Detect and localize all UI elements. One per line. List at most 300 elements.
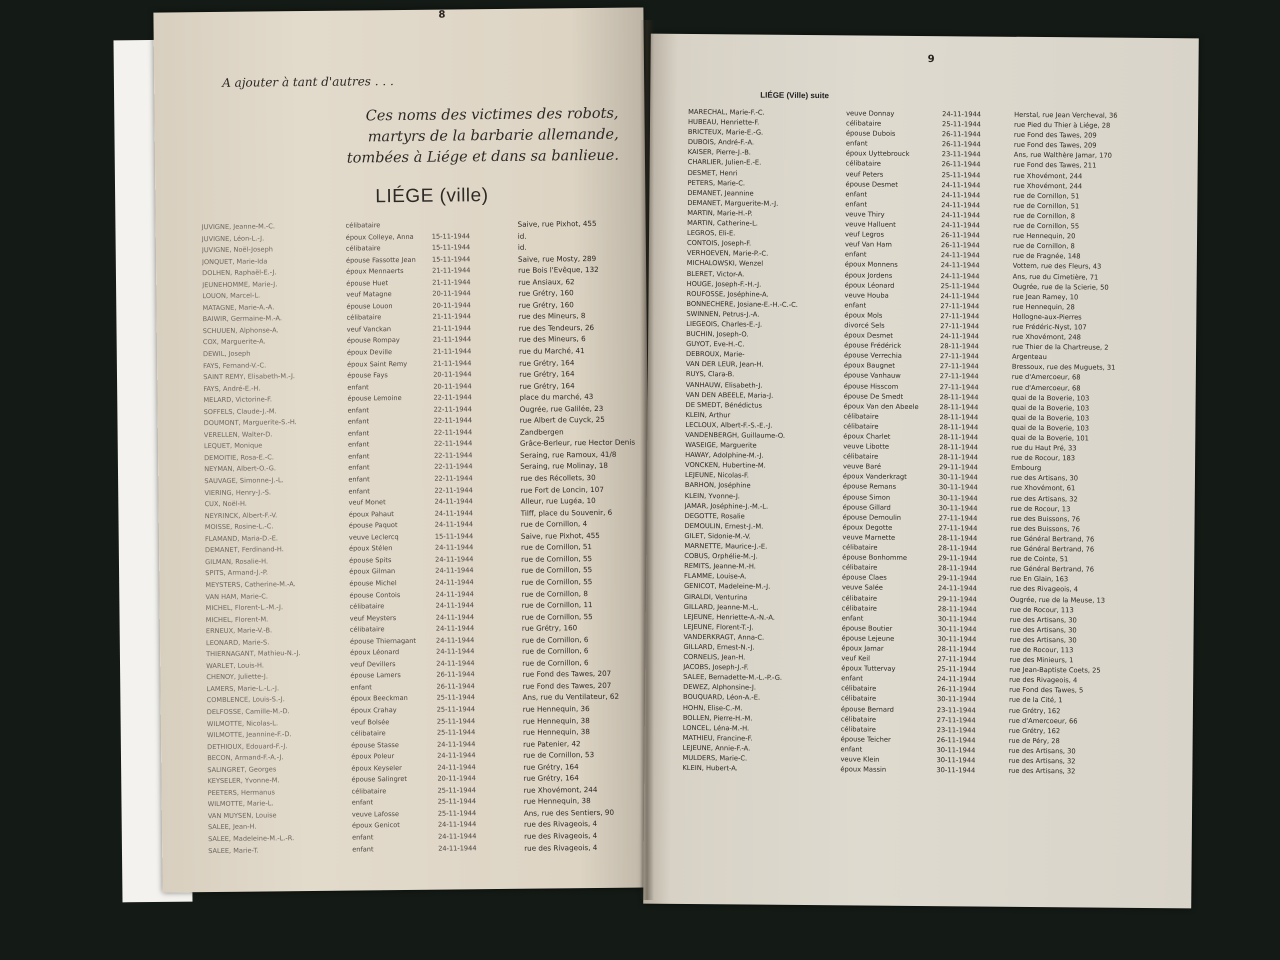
address: rue Fond des Tawes, 207 <box>522 680 612 691</box>
victim-name: SCHUUEN, Alphonse-A. <box>202 326 279 336</box>
address: Seraing, rue Ramoux, 41/8 <box>520 449 617 460</box>
marital-status: épouse Louon <box>346 301 393 311</box>
address: Embourg <box>1010 464 1042 473</box>
victim-name: JAMAR, Joséphine-J.-M.-L. <box>684 501 769 511</box>
death-date: 28-11-1944 <box>938 544 978 553</box>
victim-list-left <box>201 218 636 857</box>
marital-status: enfant <box>348 486 370 496</box>
address: rue des Rivageois, 4 <box>1009 585 1079 594</box>
address: rue de Cornillon, 51 <box>1013 191 1080 201</box>
marital-status: époux Desmet <box>844 331 893 340</box>
address: rue d'Amercoeur, 68 <box>1011 383 1081 392</box>
death-date: 22-11-1944 <box>434 474 473 483</box>
death-date: 27-11-1944 <box>939 372 979 381</box>
marital-status: époux Keyseler <box>351 763 402 773</box>
death-date: 27-11-1944 <box>939 352 979 361</box>
intro-text: Ces noms des victimes des robots, martyrs de la barbarie allemande, tombées à Liége et dans sa banlieue. <box>346 105 620 167</box>
address: Zandbergen <box>519 427 564 437</box>
victim-name: VERHOEVEN, Marie-P.-C. <box>686 249 769 258</box>
death-date: 30-11-1944 <box>936 746 976 755</box>
marital-status: époux Mols <box>844 311 883 320</box>
marital-status: veuf Matagne <box>346 290 392 299</box>
marital-status: veuve Libotte <box>843 442 890 451</box>
marital-status: veuf Bolsée <box>350 717 390 727</box>
victim-name: LAMERS, Marie-L.-L.-J. <box>206 684 280 693</box>
victim-name: CHENOY, Juliette-J. <box>206 672 268 682</box>
death-date: 21-11-1944 <box>433 358 472 368</box>
death-date: 20-11-1944 <box>432 301 471 310</box>
victim-name: JONQUET, Marie-Ida <box>201 257 268 266</box>
address: rue de Cornillon, 55 <box>521 611 593 622</box>
victim-name: COMBLENCE, Louis-S.-J. <box>206 695 285 705</box>
address: rue Grétry, 160 <box>518 288 574 299</box>
address: rue Jean-Baptiste Coets, 25 <box>1009 665 1101 675</box>
death-date: 30-11-1944 <box>936 756 976 765</box>
victim-name: BUCHIN, Joseph-O. <box>686 330 749 339</box>
marital-status: célibataire <box>840 725 876 734</box>
victim-name: GIRALDI, Venturina <box>683 592 748 601</box>
death-date: 24-11-1944 <box>941 221 981 230</box>
address: rue de Cornillon, 8 <box>1012 242 1075 251</box>
marital-status: épouse Thiernagant <box>349 636 416 646</box>
death-date: 25-11-1944 <box>937 665 977 674</box>
death-date: 23-11-1944 <box>941 150 981 159</box>
victim-name: CONTOIS, Joseph-F. <box>686 239 752 248</box>
death-date: 29-11-1944 <box>937 594 977 603</box>
death-date: 24-11-1944 <box>941 190 981 200</box>
death-date: 25-11-1944 <box>436 716 476 726</box>
address: rue de Cornillon, 8 <box>521 588 588 599</box>
marital-status: époux Poleur <box>351 752 395 761</box>
victim-name: KEYSELER, Yvonne-M. <box>207 776 280 786</box>
victim-name: VONCKEN, Hubertine-M. <box>685 461 766 470</box>
death-date: 24-11-1944 <box>941 211 981 220</box>
victim-name: LEJEUNE, Annie-F.-A. <box>682 743 751 753</box>
address: rue des Rivageois, 4 <box>524 830 598 841</box>
marital-status: célibataire <box>350 729 386 738</box>
death-date: 25-11-1944 <box>436 705 476 714</box>
marital-status: épouse Fays <box>347 371 388 380</box>
marital-status: veuve Leclercq <box>348 532 399 542</box>
marital-status: célibataire <box>840 694 877 704</box>
marital-status: célibataire <box>845 159 881 169</box>
victim-name: MOISSE, Rosine-L.-C. <box>204 522 274 532</box>
death-date: 25-11-1944 <box>940 281 980 291</box>
address: rue d'Amercoeur, 68 <box>1011 373 1081 382</box>
marital-status: épouse Verrechia <box>843 351 902 361</box>
victim-name: LEONARD, Marie-S. <box>205 638 270 647</box>
death-date: 29-11-1944 <box>938 574 977 583</box>
death-date: 24-11-1944 <box>941 201 981 210</box>
victim-name: VANDENBERGH, Guillaume-O. <box>685 430 786 440</box>
address: Argenteau <box>1011 353 1047 362</box>
address: Saive, rue Pixhot, 455 <box>520 530 600 541</box>
address: rue Grétry, 164 <box>523 761 579 772</box>
victim-name: MULDERS, Marie-C. <box>682 753 748 763</box>
address: Saive, rue Mosty, 289 <box>517 253 597 264</box>
address: rue des Artisans, 32 <box>1008 766 1076 776</box>
marital-status: épouse Bonhomme <box>842 553 908 563</box>
marital-status: épouse De Smedt <box>843 391 904 401</box>
victim-name: KAISER, Pierre-J.-B. <box>687 148 751 157</box>
address: rue Ansiaux, 62 <box>518 276 575 287</box>
address: rue Général Bertrand, 76 <box>1010 534 1095 544</box>
marital-status: veuve Salée <box>841 583 883 593</box>
death-date: 27-11-1944 <box>936 715 976 725</box>
victim-name: REMITS, Jeanne-M.-H. <box>684 562 756 571</box>
address: rue des Récollets, 30 <box>520 473 596 483</box>
death-date: 26-11-1944 <box>936 735 976 745</box>
victim-name: DEMOULIN, Ernest-J.-M. <box>684 521 764 531</box>
victim-name: MICHALOWSKI, Wenzel <box>686 259 764 269</box>
marital-status: veuf Van Ham <box>844 240 892 249</box>
victim-name: DOLHEN, Raphaël-E.-J. <box>202 268 277 278</box>
marital-status: enfant <box>844 250 867 259</box>
address: rue Fond des Tawes, 209 <box>1013 130 1097 140</box>
marital-status: épouse Lamers <box>350 671 401 680</box>
victim-name: VAN HAM, Marie-C. <box>205 591 268 601</box>
death-date: 22-11-1944 <box>433 416 473 425</box>
address: quai de la Boverie, 103 <box>1011 413 1090 423</box>
death-date: 22-11-1944 <box>433 405 472 414</box>
marital-status: épouse Gillard <box>842 502 891 512</box>
address: rue Frédéric-Nyst, 107 <box>1012 322 1087 332</box>
death-date: 24-11-1944 <box>434 497 473 506</box>
marital-status: enfant <box>845 190 868 199</box>
marital-status: célibataire <box>841 593 878 603</box>
address: rue de Péry, 28 <box>1008 736 1060 746</box>
death-date: 27-11-1944 <box>939 382 979 392</box>
death-date: 24-11-1944 <box>437 751 476 760</box>
victim-name: FAYS, Fernand-V.-C. <box>203 360 267 370</box>
marital-status: épouse Remans <box>842 482 897 492</box>
address: rue Fond des Tawes, 5 <box>1009 686 1084 695</box>
victim-name: GILET, Sidonie-M.-V. <box>684 531 751 541</box>
marital-status: époux Tuttervay <box>841 664 896 673</box>
marital-status: divorcé Sels <box>844 321 885 330</box>
victim-name: VAN DER LEUR, Jean-H. <box>685 360 764 369</box>
death-date: 25-11-1944 <box>941 120 981 129</box>
death-date: 25-11-1944 <box>436 728 476 737</box>
page-number-left: 8 <box>438 9 446 21</box>
address: rue Hennequin, 38 <box>522 715 590 726</box>
marital-status: épouse Rompay <box>346 336 400 346</box>
marital-status: veuf Peters <box>845 169 884 179</box>
victim-name: BOLLEN, Pierre-H.-M. <box>682 713 753 723</box>
victim-name: HOHN, Elise-C.-M. <box>682 703 743 712</box>
marital-status: enfant <box>347 417 370 426</box>
victim-name: COX, Marguerite-A. <box>202 337 266 347</box>
death-date: 26-11-1944 <box>436 670 475 679</box>
victim-name: BAIWIR, Germaine-M.-A. <box>202 314 283 324</box>
victim-name: VAN MUYSEN, Louise <box>207 811 277 820</box>
left-page <box>153 7 652 892</box>
book-gutter <box>640 20 654 900</box>
victim-name: WILMOTTE, Jeannine-F.-D. <box>206 730 292 740</box>
death-date: 25-11-1944 <box>437 797 477 806</box>
address: rue Xhovémont, 244 <box>523 784 598 795</box>
address: Ans, rue du Ventilateur, 62 <box>522 692 620 703</box>
marital-status: veuve Donnay <box>846 109 895 118</box>
victim-name: BLERET, Victor-A. <box>686 269 745 278</box>
death-date: 24-11-1944 <box>937 675 977 684</box>
victim-name: LONCEL, Léna-M.-H. <box>682 723 750 733</box>
death-date: 26-11-1944 <box>940 241 980 250</box>
marital-status: veuve Baré <box>843 462 881 471</box>
victim-name: DEMOITIE, Rosa-E.-C. <box>204 453 275 463</box>
address: rue Fort de Loncin, 107 <box>520 484 604 495</box>
address: Seraing, rue Molinay, 18 <box>520 461 609 472</box>
marital-status: célibataire <box>345 244 381 253</box>
address: rue Bois l'Evêque, 132 <box>518 265 599 275</box>
marital-status: célibataire <box>349 625 385 634</box>
death-date: 22-11-1944 <box>434 451 473 460</box>
victim-name: PETERS, Marie-C. <box>687 178 746 188</box>
marital-status: époux Gilman <box>349 567 396 576</box>
victim-name: MICHEL, Florent-L.-M.-J. <box>205 603 284 613</box>
address: Hollogne-aux-Pierres <box>1012 312 1082 322</box>
marital-status: époux Jamar <box>841 644 884 653</box>
death-date: 24-11-1944 <box>434 543 474 552</box>
victim-name: SPITS, Armand-J.-P. <box>205 568 268 578</box>
victim-name: GUYOT, Eve-H.-C. <box>686 340 745 349</box>
address: rue En Glain, 163 <box>1010 575 1069 584</box>
address: Ougrée, rue de la Meuse, 13 <box>1009 595 1106 605</box>
death-date: 24-11-1944 <box>940 261 980 270</box>
address: rue des Rivageois, 4 <box>1009 676 1078 685</box>
address: rue du Haut Pré, 33 <box>1011 443 1077 453</box>
death-date: 28-11-1944 <box>937 645 977 654</box>
marital-status: veuf Meysters <box>349 613 397 623</box>
victim-name: JUVIGNE, Léon-L.-J. <box>201 233 265 243</box>
address: rue de Cornillon, 55 <box>521 565 593 576</box>
death-date: 24-11-1944 <box>435 555 474 564</box>
death-date: 29-11-1944 <box>938 463 978 472</box>
marital-status: époux Degotte <box>842 523 893 532</box>
address: rue des Artisans, 30 <box>1009 615 1077 625</box>
victim-name: LEQUET, Monique <box>203 441 263 451</box>
address: rue Xhovémont, 61 <box>1010 484 1076 493</box>
victim-name: ROUFOSSE, Joséphine-A. <box>686 289 769 299</box>
victim-name: KLEIN, Hubert-A. <box>682 764 738 773</box>
victim-name: DELFOSSE, Camille-M.-D. <box>206 707 290 717</box>
address: Ans, rue du Cimetière, 71 <box>1012 272 1099 282</box>
victim-name: BRICTEUX, Marie-E.-G. <box>687 128 764 137</box>
address: rue de Rocour, 183 <box>1011 453 1076 463</box>
victim-name: GILMAN, Rosalie-H. <box>205 557 269 566</box>
address: rue des Buissons, 76 <box>1010 524 1080 534</box>
victim-name: DEMANET, Jeannine <box>687 188 754 198</box>
address: Tilff, place du Souvenir, 6 <box>520 507 613 518</box>
marital-status: épouse Boutier <box>841 624 893 633</box>
death-date: 30-11-1944 <box>938 493 978 503</box>
marital-status: époux Pahaut <box>348 509 394 519</box>
address: Vottem, rue des Fleurs, 43 <box>1012 262 1102 271</box>
marital-status: enfant <box>350 683 372 692</box>
death-date: 27-11-1944 <box>939 362 979 371</box>
death-date: 27-11-1944 <box>937 655 977 664</box>
address: quai de la Boverie, 103 <box>1011 393 1090 403</box>
victim-name: VERELLEN, Walter-D. <box>203 430 273 439</box>
address: Bressoux, rue des Muguets, 31 <box>1011 363 1116 373</box>
marital-status: époux Léonard <box>350 648 400 657</box>
death-date: 30-11-1944 <box>936 695 976 704</box>
death-date: 24-11-1944 <box>435 612 475 622</box>
death-date: 21-11-1944 <box>432 312 471 322</box>
death-date: 28-11-1944 <box>939 412 979 422</box>
address: rue de Cornillon, 55 <box>521 553 593 564</box>
address: rue Général Bertrand, 76 <box>1010 544 1095 554</box>
victim-name: SALEE, Marie-T. <box>208 846 259 855</box>
victim-name: KLEIN, Arthur <box>685 410 731 420</box>
address: rue Pied du Thier à Liége, 28 <box>1013 120 1111 130</box>
marital-status: époux Colleye, Anna <box>345 232 414 242</box>
address: Ans, rue des Sentiers, 90 <box>523 807 615 818</box>
address: rue Grétry, 164 <box>519 357 575 368</box>
victim-name: LEJEUNE, Nicolas-F. <box>684 471 749 480</box>
marital-status: célibataire <box>840 714 877 724</box>
marital-status: épouse Paquot <box>348 521 398 530</box>
page-number-right: 9 <box>927 54 935 66</box>
marital-status: épouse Lemoine <box>347 394 402 403</box>
marital-status: épouse Fassotte Jean <box>345 255 416 265</box>
death-date: 29-11-1944 <box>938 554 978 563</box>
death-date: 26-11-1944 <box>941 160 981 169</box>
victim-name: THIERNAGANT, Mathieu-N.-J. <box>206 649 301 659</box>
marital-status: enfant <box>347 383 369 392</box>
address: rue Patenier, 42 <box>523 738 581 749</box>
death-date: 22-11-1944 <box>433 428 473 437</box>
marital-status: épouse Spits <box>349 555 392 565</box>
death-date: 26-11-1944 <box>937 685 977 694</box>
address: rue Jean Ramey, 10 <box>1012 292 1079 302</box>
victim-name: DEWIL, Joseph <box>202 349 251 359</box>
marital-status: épouse Bernard <box>840 704 894 714</box>
victim-name: SAINT REMY, Elisabeth-M.-J. <box>203 372 296 382</box>
marital-status: époux Jordens <box>844 270 893 280</box>
death-date: 15-11-1944 <box>434 532 474 541</box>
marital-status: célibataire <box>349 602 385 611</box>
death-date: 23-11-1944 <box>936 725 976 735</box>
address: rue de Cornillon, 55 <box>1013 221 1080 231</box>
marital-status: veuf Vanckan <box>346 325 392 334</box>
address: Saive, rue Pixhot, 455 <box>517 218 597 229</box>
victim-name: SALEE, Madeleine-M.-L.-R. <box>208 834 295 844</box>
marital-status: époux Stélen <box>348 544 393 553</box>
address: rue des Artisans, 32 <box>1008 756 1076 766</box>
marital-status: enfant <box>841 674 863 683</box>
address: rue Albert de Cuyck, 25 <box>519 415 605 426</box>
address: rue Grétry, 164 <box>523 773 579 784</box>
marital-status: épouse Hisscom <box>843 381 899 391</box>
marital-status: célibataire <box>351 786 387 796</box>
victim-name: BARHON, Joséphine <box>684 481 751 490</box>
marital-status: épouse Stasse <box>351 740 399 750</box>
marital-status: époux Baugnet <box>843 361 895 371</box>
address: Herstal, rue Jean Vercheval, 36 <box>1014 110 1118 120</box>
death-date: 30-11-1944 <box>937 614 977 624</box>
address: rue Fond des Tawes, 209 <box>1013 141 1097 150</box>
death-date: 27-11-1944 <box>940 301 980 311</box>
death-date: 28-11-1944 <box>939 443 979 452</box>
address: Grâce-Berleur, rue Hector Denis <box>519 437 636 449</box>
marital-status: célibataire <box>843 452 879 461</box>
death-date: 30-11-1944 <box>938 483 978 492</box>
marital-status: enfant <box>347 429 370 438</box>
address: rue des Rivageois, 4 <box>523 819 598 830</box>
address: rue de Cornillon, 53 <box>523 750 595 760</box>
marital-status: enfant <box>348 452 370 461</box>
victim-name: DEMANET, Ferdinand-H. <box>204 545 284 555</box>
death-date: 24-11-1944 <box>436 647 475 656</box>
victim-name: SALEE, Jean-H. <box>207 822 257 832</box>
death-date: 24-11-1944 <box>940 271 980 281</box>
marital-status: épouse Teicher <box>840 735 891 744</box>
death-date: 30-11-1944 <box>936 766 976 775</box>
death-date: 24-11-1944 <box>437 820 477 830</box>
marital-status: veuf Monet <box>348 498 386 507</box>
victim-name: DETHIOUX, Edouard-F.-J. <box>207 741 288 751</box>
marital-status: enfant <box>351 798 374 807</box>
victim-name: LECLOUX, Albert-F.-S.-E.-J. <box>685 420 773 430</box>
page-title: LIÉGE (Ville) suite <box>760 90 830 101</box>
victim-name: MARECHAL, Marie-F.-C. <box>688 107 765 117</box>
death-date: 21-11-1944 <box>432 266 471 275</box>
victim-name: GILLARD, Jeanne-M.-L. <box>683 602 759 612</box>
victim-name: SAUVAGE, Simonne-J.-L. <box>204 476 284 486</box>
address: rue de Fragnée, 148 <box>1012 252 1081 261</box>
victim-name: VANDERKRAGT, Anna-C. <box>683 632 765 642</box>
address: rue de Rocour, 13 <box>1010 504 1071 513</box>
victim-name: JUVIGNE, Noël-Joseph <box>201 245 274 255</box>
address: rue des Rivageois, 4 <box>524 842 598 853</box>
marital-status: épouse Lejeune <box>841 634 895 643</box>
death-date: 30-11-1944 <box>938 503 978 513</box>
marital-status: célibataire <box>845 119 882 128</box>
death-date: 30-11-1944 <box>937 624 977 634</box>
marital-status: époux Mennaerts <box>346 267 404 276</box>
victim-name: DEWEZ, Alphonsine-J. <box>683 683 757 692</box>
victim-name: COBUS, Orphélie-M.-J. <box>684 552 758 561</box>
address: rue des Mineurs, 6 <box>518 334 586 345</box>
marital-status: célibataire <box>345 221 381 230</box>
victim-name: SOFFELS, Claude-J.-M. <box>203 407 277 416</box>
victim-name: DEGOTTE, Rosalie <box>684 511 745 521</box>
death-date: 27-11-1944 <box>938 523 978 533</box>
address: rue Thier de la Chartreuse, 2 <box>1012 342 1109 352</box>
death-date: 21-11-1944 <box>432 347 472 356</box>
victim-name: WILMOTTE, Nicolas-L. <box>206 718 279 728</box>
victim-name: SALINGRET, Georges <box>207 765 277 774</box>
victim-name: WILMOTTE, Marie-L. <box>207 799 274 809</box>
address: rue de Rocour, 113 <box>1009 605 1074 614</box>
death-date: 24-11-1944 <box>434 508 474 518</box>
marital-status: époux Uyttebrouck <box>845 149 910 159</box>
death-date: 28-11-1944 <box>939 402 979 412</box>
death-date: 24-11-1944 <box>435 601 475 610</box>
victim-name: DUBOIS, André-F.-A. <box>687 138 755 147</box>
address: rue de la Cité, 1 <box>1008 696 1063 705</box>
victim-name: ERNEUX, Marie-V.-B. <box>205 626 273 636</box>
victim-name: GILLARD, Ernest-N.-J. <box>683 642 755 652</box>
marital-status: époux Charlet <box>843 432 891 441</box>
marital-status: enfant <box>844 301 867 310</box>
marital-status: époux Van den Abeele <box>843 402 919 411</box>
death-date: 21-11-1944 <box>432 278 471 287</box>
death-date: 28-11-1944 <box>938 564 978 573</box>
victim-name: FAYS, André-E.-H. <box>203 384 261 393</box>
death-date: 24-11-1944 <box>435 635 475 645</box>
